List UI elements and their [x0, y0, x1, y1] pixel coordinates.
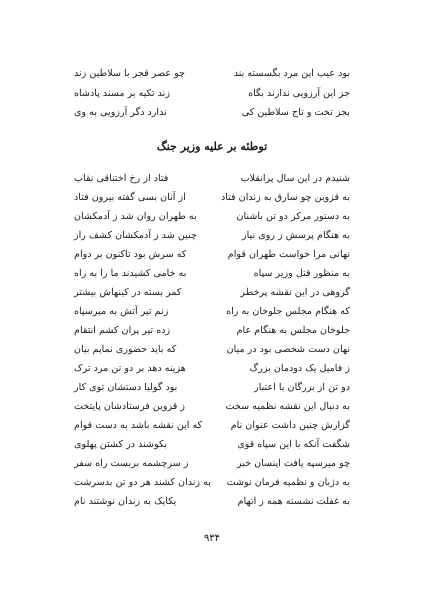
hemistich-right: به دژبان و نظمیه فرمان نوشت	[226, 477, 350, 488]
couplet	[74, 172, 350, 185]
hemistich-right: چو میرسپه یافت اینسان خبر	[237, 458, 350, 469]
couplet	[74, 381, 350, 394]
couplet	[74, 191, 350, 204]
couplet	[74, 229, 350, 242]
couplet	[74, 324, 350, 337]
hemistich-left: فتاد از رخ اختناقی نقاب	[74, 173, 169, 184]
hemistich-right: به منظور قتل وزیر سپاه	[253, 268, 350, 279]
hemistich-left: زده تیر پران کشم انتقام	[74, 325, 171, 336]
hemistich-right: به دنبال این نقشه نظمیه سخت	[225, 401, 350, 412]
hemistich-right: به هنگام پرسش ز روی نیاز	[242, 230, 350, 241]
hemistich-right: گروهی در این نقشه پرخطر	[240, 287, 350, 298]
couplet	[74, 362, 350, 375]
hemistich-left: به زندان کشند هر دو تن بدسرشت	[74, 477, 211, 488]
couplet	[74, 476, 350, 489]
hemistich-right: دو تن از بزرگان با اعتبار	[254, 382, 350, 393]
hemistich-left: که باید حضوری نمایم بیان	[74, 344, 177, 355]
page-number: ۹۳۴	[203, 533, 221, 544]
hemistich-right: جز این آرزویی ندارند بگاه	[248, 88, 350, 99]
hemistich-left: بکوشند در کشتن پهلوی	[74, 439, 168, 450]
section-title: توطئه بر علیه وزیر جنگ	[156, 140, 268, 153]
couplet	[74, 248, 350, 261]
couplet	[74, 495, 350, 508]
couplet	[74, 438, 350, 451]
hemistich-right: شگفت آنکه با این سپاه قوی	[237, 439, 350, 450]
hemistich-right: به دستور مرکز دو تن باشنان	[236, 211, 350, 222]
couplet	[74, 305, 350, 318]
hemistich-left: بود گولیا دستشان توی کار	[74, 382, 178, 393]
hemistich-left: زنم تیر آتش به میرسپاه	[74, 306, 169, 317]
hemistich-right: جلوخان مجلس به هنگام عام	[236, 325, 350, 336]
hemistich-right: به غفلت نشسته همه ز اتهام	[237, 496, 350, 507]
hemistich-left: چو عصر قجر با سلاطین زند	[74, 68, 186, 79]
hemistich-left: چنین شد ز آدمکشان کشف راز	[74, 230, 197, 241]
couplet	[74, 457, 350, 470]
hemistich-left: یکایک به زندان نوشتند نام	[74, 496, 177, 507]
hemistich-left: هزینه دهد بر دو تن مرد ترک	[74, 363, 186, 374]
hemistich-right: نهان دست شخصی بود در میان	[226, 344, 350, 355]
hemistich-right: نهانی مرا خواست طهران قوام	[227, 249, 350, 260]
intro-couplet-1	[74, 67, 350, 80]
hemistich-right: گزارش چنین داشت عنوان نام	[230, 420, 350, 431]
hemistich-right: که هنگام مجلس جلوخان به راه	[226, 306, 350, 317]
couplet	[74, 419, 350, 432]
couplet	[74, 400, 350, 413]
hemistich-left: ندارد دگر آرزویی به وی	[74, 107, 167, 118]
hemistich-right: ز فامیل یک دودمان بزرگ	[249, 363, 350, 374]
hemistich-right: بجز تخت و تاج سلاطین کی	[241, 107, 350, 118]
hemistich-right: بود عیب این مرد بگسسته بند	[233, 68, 350, 79]
hemistich-left: ز سرچشمه بربست راه سفر	[74, 458, 189, 469]
hemistich-right: به قزوین چو سارق به زندان فتاد	[220, 192, 350, 203]
hemistich-left: زند تکیه بر مسند پادشاه	[74, 88, 170, 99]
hemistich-left: ز قزوین فرستادشان پایتخت	[74, 401, 186, 412]
hemistich-left: به خامی کشیدند ما را به راه	[74, 268, 187, 279]
couplet	[74, 286, 350, 299]
intro-couplet-3	[74, 106, 350, 119]
couplet	[74, 210, 350, 223]
hemistich-left: کمر بسته در کینهاش بیشتر	[74, 287, 182, 298]
couplet	[74, 343, 350, 356]
hemistich-left: از آنان بسی گفته بیرون فتاد	[74, 192, 186, 203]
intro-couplet-2	[74, 87, 350, 100]
hemistich-left: که این نقشه باشد به دست قوام	[74, 420, 203, 431]
hemistich-left: به طهران روان شد ز آدمکشان	[74, 211, 197, 222]
hemistich-right: شنیدم در این سال پرانقلاب	[240, 173, 350, 184]
couplet	[74, 267, 350, 280]
hemistich-left: که سرش بود تاکنون بر دوام	[74, 249, 187, 260]
